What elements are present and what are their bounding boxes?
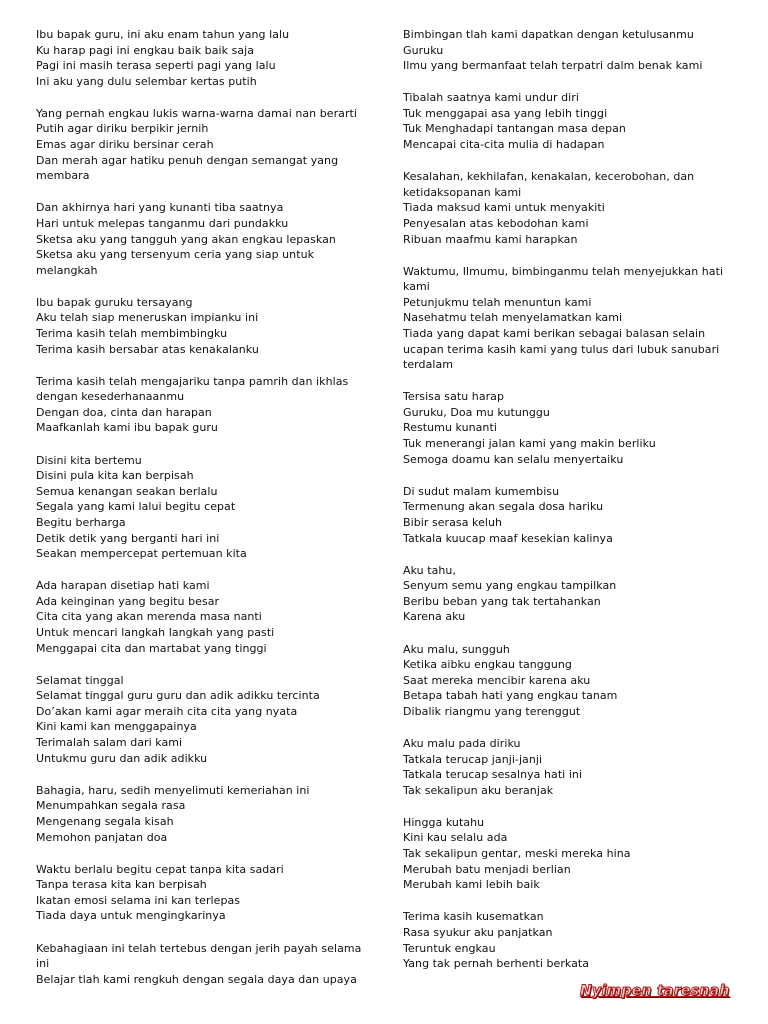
poem-line: Selamat tinggal guru guru dan adik adikku tercinta xyxy=(36,689,320,703)
poem-line: Aku tahu, xyxy=(403,563,456,577)
poem-stanza xyxy=(36,862,366,924)
poem-line: Nasehatmu telah menyelamatkan kami xyxy=(403,311,623,325)
poem-stanza xyxy=(36,453,366,562)
poem-line: Untukmu guru dan adik adikku xyxy=(36,751,208,765)
poem-line: Senyum semu yang engkau tampilkan xyxy=(403,579,617,593)
poem-line: Tuk Menghadapi tantangan masa depan xyxy=(403,122,626,136)
poem-left-column xyxy=(36,27,366,1004)
poem-line: Ku harap pagi ini engkau baik baik saja xyxy=(36,43,255,57)
poem-stanza xyxy=(36,295,366,357)
poem-line: Emas agar diriku bersinar cerah xyxy=(36,138,214,152)
poem-line: Merubah batu menjadi berlian xyxy=(403,862,571,876)
poem-line: Pagi ini masih terasa seperti pagi yang lalu xyxy=(36,59,276,73)
poem-line: Ikatan emosi selama ini kan terlepas xyxy=(36,893,241,907)
poem-line: Untuk mencari langkah langkah yang pasti xyxy=(36,626,275,639)
poem-line: Dan merah agar hatiku penuh dengan semangat yang membara xyxy=(36,153,339,183)
poem-line: Do’akan kami agar meraih cita cita yang nyata xyxy=(36,704,298,718)
poem-line: Tatkala terucap janji-janji xyxy=(403,752,543,766)
poem-stanza xyxy=(403,389,748,467)
poem-line: Bimbingan tlah kami dapatkan dengan ketulusanmu xyxy=(403,28,694,41)
poem-line: Ilmu yang bermanfaat telah terpatri dalm benak kami xyxy=(403,59,703,73)
poem-line: Terima kasih telah membimbingku xyxy=(36,327,228,340)
poem-stanza xyxy=(403,815,748,893)
poem-line: Yang tak pernah berhenti berkata xyxy=(403,957,590,971)
poem-line: Tatkala kuucap maaf kesekian kalinya xyxy=(403,531,613,545)
poem-line: Tak sekalipun aku beranjak xyxy=(403,783,554,797)
poem-line: Semoga doamu kan selalu menyertaiku xyxy=(403,452,624,466)
signature-watermark: Nyimpen taresnah xyxy=(580,983,730,999)
poem-line: Ada keinginan yang begitu besar xyxy=(36,594,220,608)
poem-stanza xyxy=(36,106,366,184)
poem-stanza xyxy=(36,941,366,988)
poem-line: Terima kasih bersabar atas kenakalanku xyxy=(36,342,259,356)
poem-line: Disini kita bertemu xyxy=(36,453,142,467)
poem-line: Putih agar diriku berpikir jernih xyxy=(36,122,209,136)
poem-line: Beribu beban yang tak tertahankan xyxy=(403,594,601,608)
poem-line: Tanpa terasa kita kan berpisah xyxy=(36,878,207,892)
poem-stanza xyxy=(36,200,366,278)
poem-line: Guruku xyxy=(403,43,444,57)
poem-line: Segala yang kami lalui begitu cepat xyxy=(36,500,236,514)
poem-line: Terimalah salam dari kami xyxy=(36,736,183,750)
poem-line: Aku telah siap meneruskan impianku ini xyxy=(36,311,259,325)
poem-stanza xyxy=(403,736,748,798)
poem-stanza xyxy=(36,578,366,656)
poem-stanza xyxy=(403,642,748,720)
poem-line: Kini kau selalu ada xyxy=(403,831,508,845)
poem-line: Mengenang segala kisah xyxy=(36,814,174,828)
poem-stanza xyxy=(36,783,366,845)
poem-stanza xyxy=(403,264,748,373)
poem-stanza xyxy=(403,90,748,152)
poem-line: Ibu bapak guruku tersayang xyxy=(36,295,193,309)
poem-line: Waktu berlalu begitu cepat tanpa kita sadari xyxy=(36,862,284,876)
poem-line: Selamat tinggal xyxy=(36,673,124,687)
poem-line: Saat mereka mencibir karena aku xyxy=(403,673,591,687)
poem-line: Guruku, Doa mu kutunggu xyxy=(403,405,550,419)
poem-line: Aku malu pada diriku xyxy=(403,736,521,750)
poem-stanza xyxy=(36,374,366,436)
poem-line: Maafkanlah kami ibu bapak guru xyxy=(36,421,218,435)
poem-line: Dan akhirnya hari yang kunanti tiba saatnya xyxy=(36,201,284,215)
poem-line: Kesalahan, kekhilafan, kenakalan, kecerobohan, dan ketidaksopanan kami xyxy=(403,170,695,199)
poem-line: Terima kasih telah mengajariku tanpa pamrih dan ikhlas dengan kesederhanaanmu xyxy=(36,374,349,404)
poem-line: Ibu bapak guru, ini aku enam tahun yang lalu xyxy=(36,28,290,41)
poem-line: Kebahagiaan ini telah tertebus dengan jerih payah selama ini xyxy=(36,941,362,971)
poem-line: Terima kasih kusematkan xyxy=(403,910,544,924)
poem-line: Seakan mempercepat pertemuan kita xyxy=(36,547,247,561)
poem-line: Karena aku xyxy=(403,610,466,624)
poem-line: Tatkala terucap sesalnya hati ini xyxy=(403,768,583,782)
poem-line: Tuk menerangi jalan kami yang makin berliku xyxy=(403,437,656,451)
poem-line: Di sudut malam kumembisu xyxy=(403,484,560,498)
poem-line: Hari untuk melepas tanganmu dari pundakku xyxy=(36,216,289,230)
poem-stanza xyxy=(36,673,366,767)
poem-line: Hingga kutahu xyxy=(403,815,485,829)
poem-line: Belajar tlah kami rengkuh dengan segala daya dan upaya xyxy=(36,972,357,986)
poem-line: Dengan doa, cinta dan harapan xyxy=(36,405,212,419)
poem-stanza xyxy=(403,169,748,247)
poem-line: Yang pernah engkau lukis warna-warna damai nan berarti xyxy=(36,106,357,120)
poem-line: Teruntuk engkau xyxy=(403,941,496,955)
poem-right-column xyxy=(403,27,748,988)
poem-stanza xyxy=(403,909,748,971)
poem-line: Menggapai cita dan martabat yang tinggi xyxy=(36,641,267,655)
poem-line: Penyesalan atas kebodohan kami xyxy=(403,216,589,230)
poem-line: Ketika aibku engkau tanggung xyxy=(403,658,572,672)
poem-line: Rasa syukur aku panjatkan xyxy=(403,925,553,939)
poem-line: Aku malu, sungguh xyxy=(403,642,510,656)
poem-line: Ada harapan disetiap hati kami xyxy=(36,579,210,593)
poem-line: Tiada maksud kami untuk menyakiti xyxy=(403,201,605,215)
poem-line: Cita cita yang akan merenda masa nanti xyxy=(36,610,262,624)
poem-line: Tersisa satu harap xyxy=(403,390,505,404)
poem-line: Restumu kunanti xyxy=(403,421,497,435)
poem-stanza xyxy=(36,27,366,89)
poem-line: Kini kami kan menggapainya xyxy=(36,720,197,734)
poem-line: Waktumu, Ilmumu, bimbinganmu telah menyejukkan hati kami xyxy=(403,264,724,294)
poem-line: Mencapai cita-cita mulia di hadapan xyxy=(403,138,605,152)
poem-line: Tiada daya untuk mengingkarinya xyxy=(36,909,226,923)
poem-stanza xyxy=(403,484,748,546)
poem-line: Dibalik riangmu yang terenggut xyxy=(403,704,581,718)
poem-stanza xyxy=(403,563,748,625)
poem-line: Betapa tabah hati yang engkau tanam xyxy=(403,689,618,703)
poem-stanza xyxy=(403,27,748,74)
poem-line: Semua kenangan seakan berlalu xyxy=(36,484,218,498)
poem-line: Tiada yang dapat kami berikan sebagai balasan selain ucapan terima kasih kami yang tulus dari lubuk sanubari terdalam xyxy=(403,327,720,372)
poem-line: Bahagia, haru, sedih menyelimuti kemeriahan ini xyxy=(36,783,310,797)
poem-line: Sketsa aku yang tangguh yang akan engkau lepaskan xyxy=(36,232,336,246)
poem-line: Bibir serasa keluh xyxy=(403,515,503,529)
poem-line: Detik detik yang berganti hari ini xyxy=(36,531,220,545)
poem-line: Disini pula kita kan berpisah xyxy=(36,469,194,483)
poem-line: Sketsa aku yang tersenyum ceria yang siap untuk melangkah xyxy=(36,248,315,277)
poem-line: Tuk menggapai asa yang lebih tinggi xyxy=(403,106,608,120)
poem-line: Termenung akan segala dosa hariku xyxy=(403,500,604,514)
poem-line: Memohon panjatan doa xyxy=(36,830,168,844)
poem-line: Ribuan maafmu kami harapkan xyxy=(403,232,578,246)
poem-line: Begitu berharga xyxy=(36,515,126,529)
poem-line: Tak sekalipun gentar, meski mereka hina xyxy=(403,847,631,861)
poem-line: Menumpahkan segala rasa xyxy=(36,799,186,813)
poem-line: Petunjukmu telah menuntun kami xyxy=(403,295,592,309)
poem-line: Merubah kami lebih baik xyxy=(403,878,540,892)
poem-line: Tibalah saatnya kami undur diri xyxy=(403,91,579,105)
poem-line: Ini aku yang dulu selembar kertas putih xyxy=(36,74,257,88)
